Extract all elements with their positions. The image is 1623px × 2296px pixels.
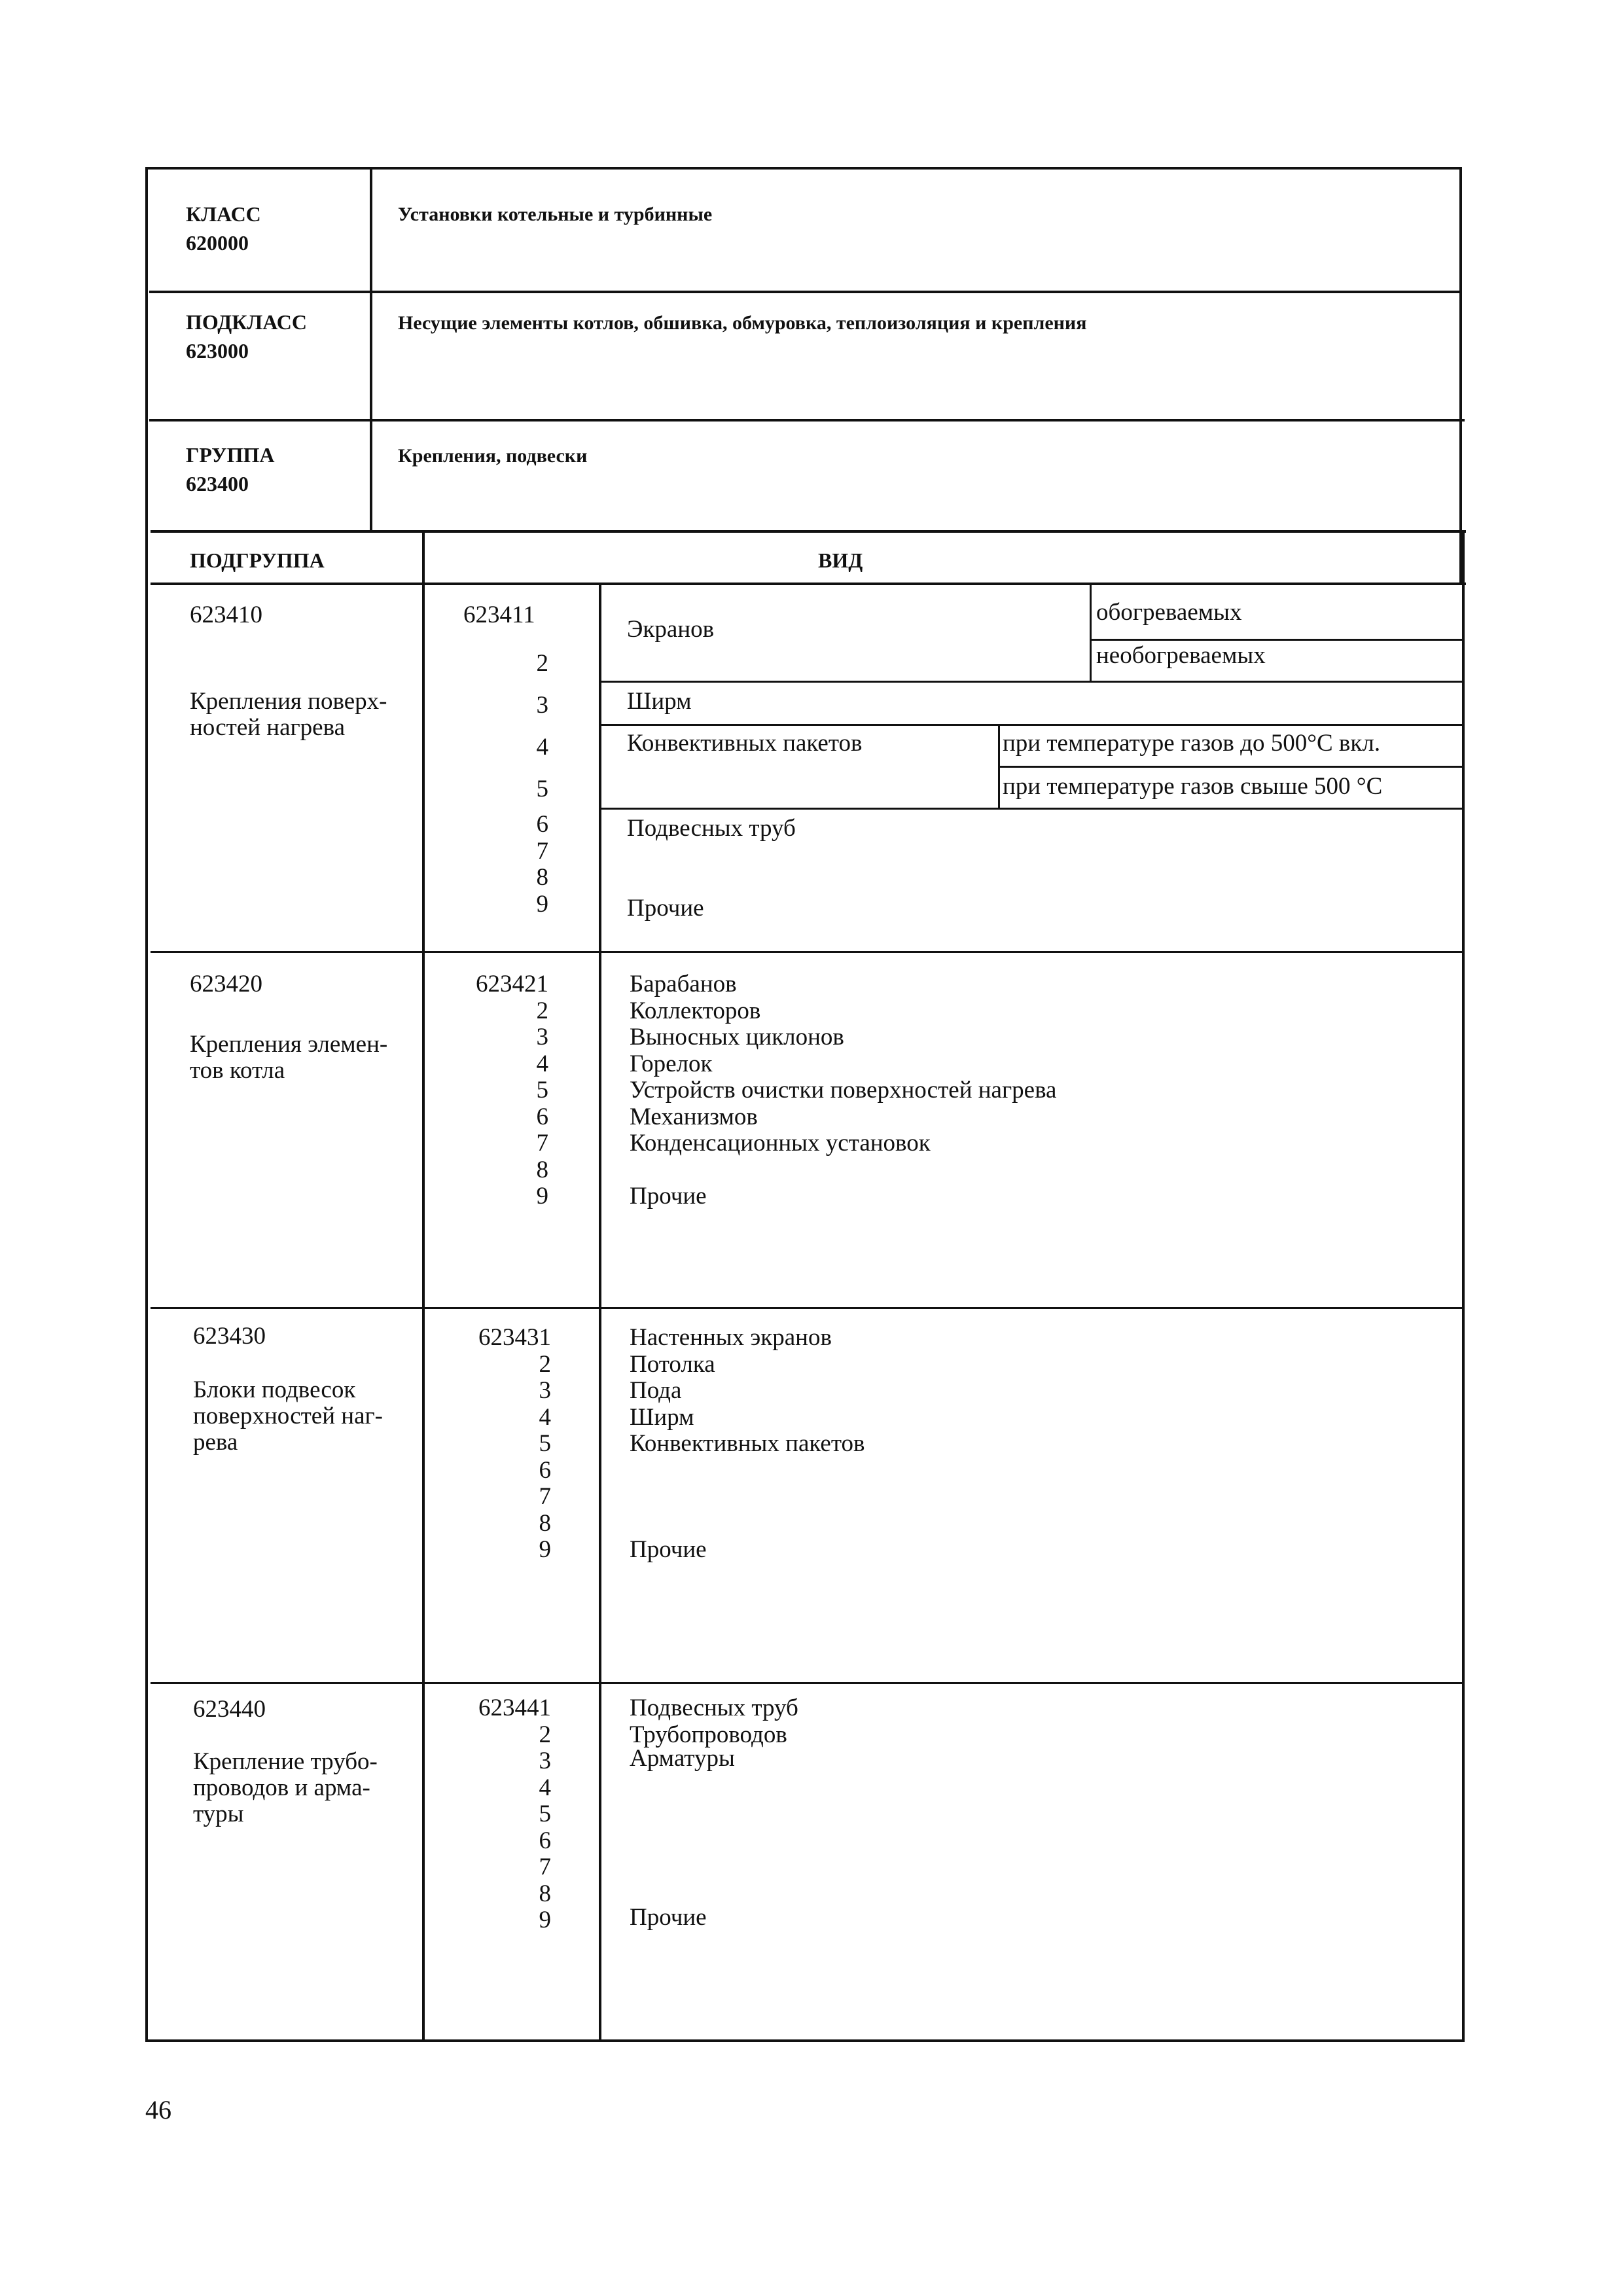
view-numbers: 2 3 4 5	[536, 650, 548, 802]
view-item: Устройств очистки поверхностей нагрева	[630, 1077, 1057, 1103]
view-item: Трубопроводов	[630, 1721, 787, 1748]
view-item: при температуре газов до 500°С вкл.	[1003, 730, 1381, 757]
subgroup-name: Крепление трубо- проводов и арма- туры	[193, 1748, 378, 1827]
view-item: необогреваемых	[1096, 642, 1266, 669]
subgroup-code: 623420	[190, 971, 262, 997]
subclass-label-block	[186, 308, 307, 365]
view-item: Потолка	[630, 1350, 715, 1378]
table-border	[1462, 530, 1465, 2042]
view-item: Пода	[630, 1377, 682, 1404]
column-divider	[422, 530, 425, 2042]
view-numbers: 623431 2 3 4 5 6 7 8 9	[478, 1324, 551, 1563]
view-item: Конвективных пакетов	[630, 1430, 865, 1457]
subclass-label: ПОДКЛАСС	[186, 310, 307, 334]
table-border	[145, 2039, 1465, 2042]
class-title: Установки котельные и турбинные	[398, 204, 713, 225]
cell-divider	[1090, 639, 1463, 641]
subgroup-code: 623440	[193, 1696, 266, 1723]
subgroup-code: 623410	[190, 601, 262, 628]
view-item	[630, 1772, 798, 1799]
view-first-code: 623411	[463, 601, 535, 628]
view-item: Прочие	[630, 1536, 707, 1563]
cell-divider	[998, 766, 1463, 768]
subgroup-name: Крепления элемен- тов котла	[190, 1031, 388, 1084]
view-item: Прочие	[627, 895, 704, 922]
class-label: КЛАСС	[186, 202, 261, 226]
class-code: 620000	[186, 231, 249, 255]
table-border	[370, 167, 372, 530]
view-item: Коллекторов	[630, 997, 761, 1024]
view-item	[630, 1484, 865, 1511]
view-item: Экранов	[627, 616, 715, 643]
view-item	[630, 1511, 865, 1537]
table-border	[145, 167, 1462, 170]
group-code: 623400	[186, 472, 249, 495]
class-label-block	[186, 200, 261, 257]
cell-divider	[1090, 583, 1092, 681]
table-border	[149, 291, 1462, 293]
view-items	[630, 1695, 798, 1931]
subclass-title: Несущие элементы котлов, обшивка, обмуровка, теплоизоляция и крепления	[398, 312, 1087, 334]
view-numbers: 623441 2 3 4 5 6 7 8 9	[478, 1695, 551, 1933]
view-item: при температуре газов свыше 500 °С	[1003, 773, 1383, 800]
subgroup-name: Блоки подвесок поверхностей наг- рева	[193, 1376, 383, 1456]
view-item	[630, 1799, 798, 1825]
section-divider	[151, 1682, 1465, 1684]
view-items	[630, 1325, 865, 1564]
table-border	[151, 583, 1466, 585]
view-item	[630, 1157, 1056, 1184]
view-item	[630, 1458, 865, 1484]
page-number: 46	[145, 2095, 171, 2125]
table-border	[151, 530, 1466, 533]
view-item: Горелок	[630, 1050, 713, 1077]
group-label-block	[186, 440, 274, 498]
view-item: Прочие	[630, 1183, 707, 1210]
view-item	[630, 1825, 798, 1852]
subgroup-column-header: ПОДГРУППА	[190, 548, 325, 572]
view-item: Ширм	[630, 1403, 694, 1431]
view-item: Арматуры	[630, 1744, 735, 1772]
cell-divider	[599, 724, 1463, 726]
view-item: Выносных циклонов	[630, 1024, 844, 1050]
table-border	[149, 419, 1465, 422]
view-item: Ширм	[627, 688, 692, 715]
cell-divider	[599, 681, 1463, 683]
subclass-code: 623000	[186, 339, 249, 363]
view-numbers: 623421 2 3 4 5 6 7 8 9	[476, 971, 548, 1210]
view-column-header: ВИД	[818, 548, 863, 572]
view-item: Настенных экранов	[630, 1324, 832, 1351]
view-item	[630, 1852, 798, 1878]
view-item: Прочие	[630, 1903, 707, 1931]
section-divider	[151, 1307, 1465, 1309]
section-divider	[151, 951, 1465, 953]
view-items	[630, 971, 1056, 1210]
view-item: Подвесных труб	[630, 1695, 798, 1721]
group-label: ГРУППА	[186, 443, 275, 467]
view-item: Барабанов	[630, 971, 737, 997]
view-numbers: 6 7 8 9	[536, 811, 548, 918]
table-border	[1459, 167, 1462, 583]
column-divider	[599, 583, 601, 2042]
view-item: Механизмов	[630, 1103, 758, 1130]
subgroup-name: Крепления поверх- ностей нагрева	[190, 688, 387, 741]
table-border	[145, 167, 148, 2041]
view-item: Подвесных труб	[627, 815, 796, 842]
group-title: Крепления, подвески	[398, 445, 588, 467]
cell-divider	[599, 808, 1463, 810]
view-item	[630, 1878, 798, 1905]
view-item: Конденсационных установок	[630, 1130, 931, 1157]
subgroup-code: 623430	[193, 1323, 266, 1350]
view-item: Конвективных пакетов	[627, 730, 863, 757]
view-item: обогреваемых	[1096, 599, 1242, 626]
